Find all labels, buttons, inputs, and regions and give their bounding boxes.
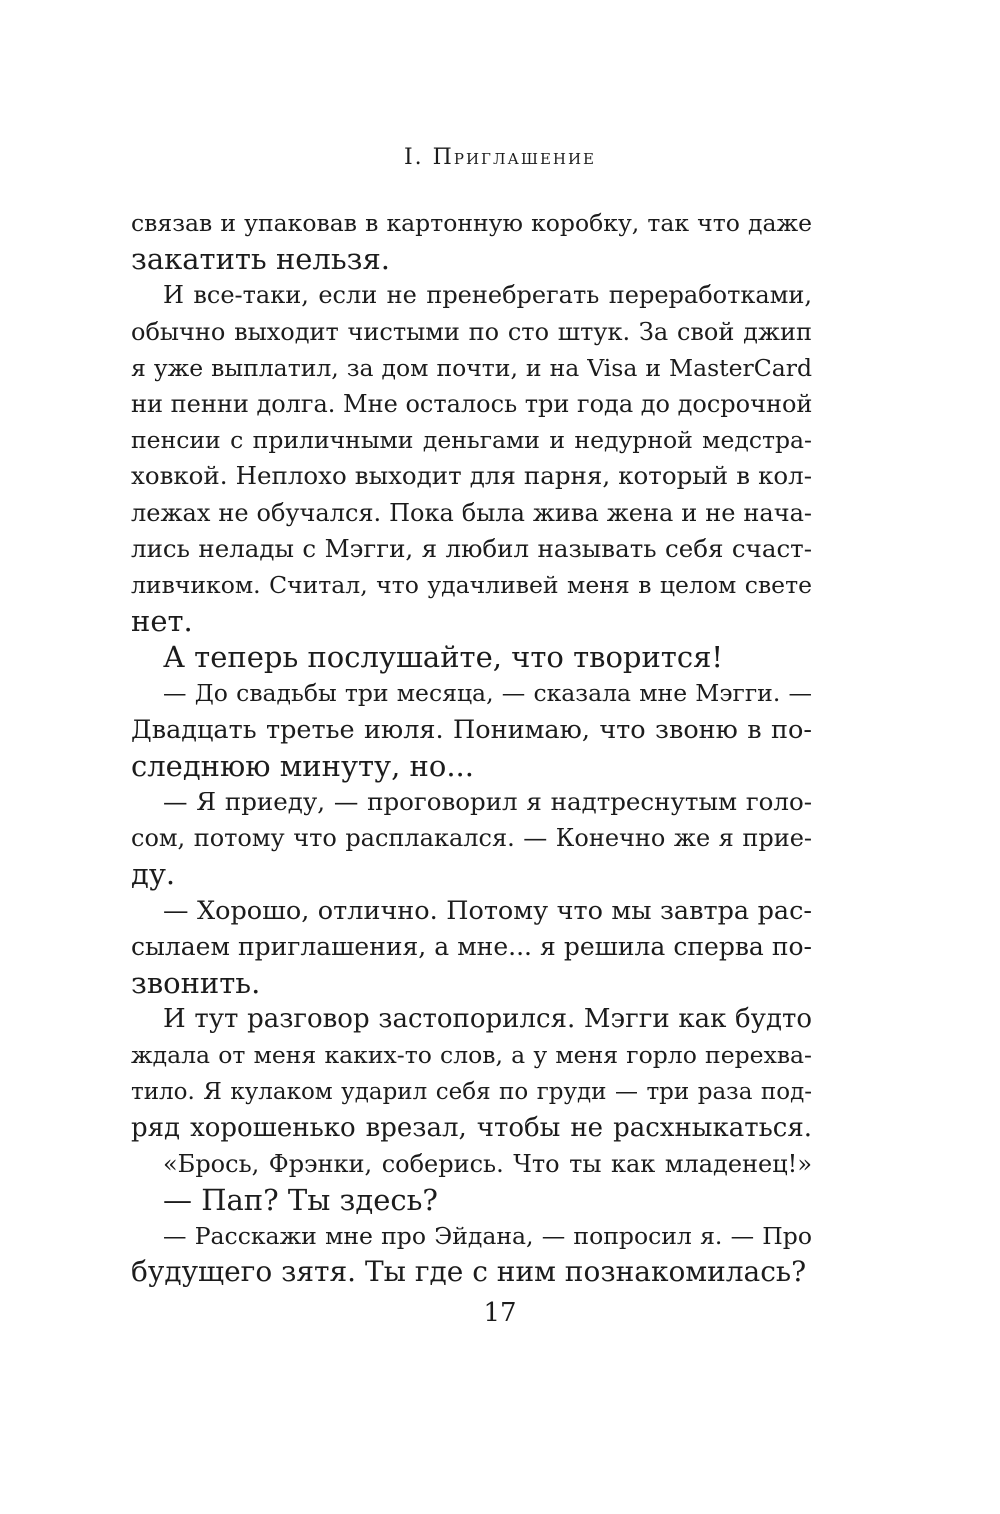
text-line-6: ни пенни долга. Мне осталось три года до досрочной (131, 389, 813, 418)
body-text (131, 205, 812, 1291)
text-line-21: сылаем приглашения, а мне... я решила сперва по- (131, 931, 812, 961)
text-line-26: ряд хорошенько врезал, чтобы не расхныкаться. (131, 1112, 812, 1143)
text-line-3: И все-таки, если не пренебрегать переработками, (163, 281, 812, 310)
text-line-18: сом, потому что расплакался. — Конечно же я прие- (131, 824, 812, 853)
text-line-19: ду. (131, 857, 176, 892)
text-line-7: пенсии с приличными деньгами и недурной медстра- (131, 426, 812, 455)
text-line-22: звонить. (131, 965, 261, 1000)
text-line-28: — Пап? Ты здесь? (163, 1183, 438, 1218)
text-line-15: Двадцать третье июля. Понимаю, что звоню в по- (131, 714, 812, 745)
text-line-1: связав и упаковав в картонную коробку, так что даже (131, 209, 812, 237)
text-line-5: я уже выплатил, за дом почти, и на Visa и MasterCard (131, 353, 812, 382)
text-line-10: лись нелады с Мэгги, я любил называть себя счаст- (131, 533, 812, 563)
text-line-12: нет. (131, 604, 193, 639)
text-line-14: — До свадьбы три месяца, — сказала мне Мэгги. — (163, 679, 812, 708)
page-number: 17 (483, 1298, 517, 1328)
running-head: I. Приглашение (403, 145, 597, 170)
text-line-23: И тут разговор застопорился. Мэгги как будто (163, 1004, 812, 1035)
text-line-30: будущего зятя. Ты где с ним познакомилась? (131, 1255, 807, 1289)
text-line-27: «Брось, Фрэнки, соберись. Что ты как младенец!» (163, 1149, 812, 1178)
text-line-2: закатить нельзя. (131, 242, 390, 277)
text-line-8: ховкой. Неплохо выходит для парня, который в кол- (131, 461, 812, 491)
text-line-20: — Хорошо, отлично. Потому что мы завтра рас- (163, 895, 812, 926)
text-line-13: А теперь послушайте, что творится! (163, 640, 724, 675)
text-line-16: следнюю минуту, но... (131, 748, 474, 783)
text-line-11: ливчиком. Считал, что удачливей меня в целом свете (131, 570, 812, 599)
text-line-25: тило. Я кулаком ударил себя по груди — три раза под- (131, 1078, 812, 1105)
text-line-17: — Я приеду, — проговорил я надтреснутым голо- (163, 787, 812, 816)
text-line-9: лежах не обучался. Пока была жива жена и не нача- (131, 498, 812, 527)
text-line-29: — Расскажи мне про Эйдана, — попросил я. — Про (163, 1222, 812, 1251)
text-line-24: ждала от меня каких-то слов, а у меня горло перехва- (131, 1041, 812, 1070)
text-line-4: обычно выходит чистыми по сто штук. За свой джип (131, 317, 812, 346)
